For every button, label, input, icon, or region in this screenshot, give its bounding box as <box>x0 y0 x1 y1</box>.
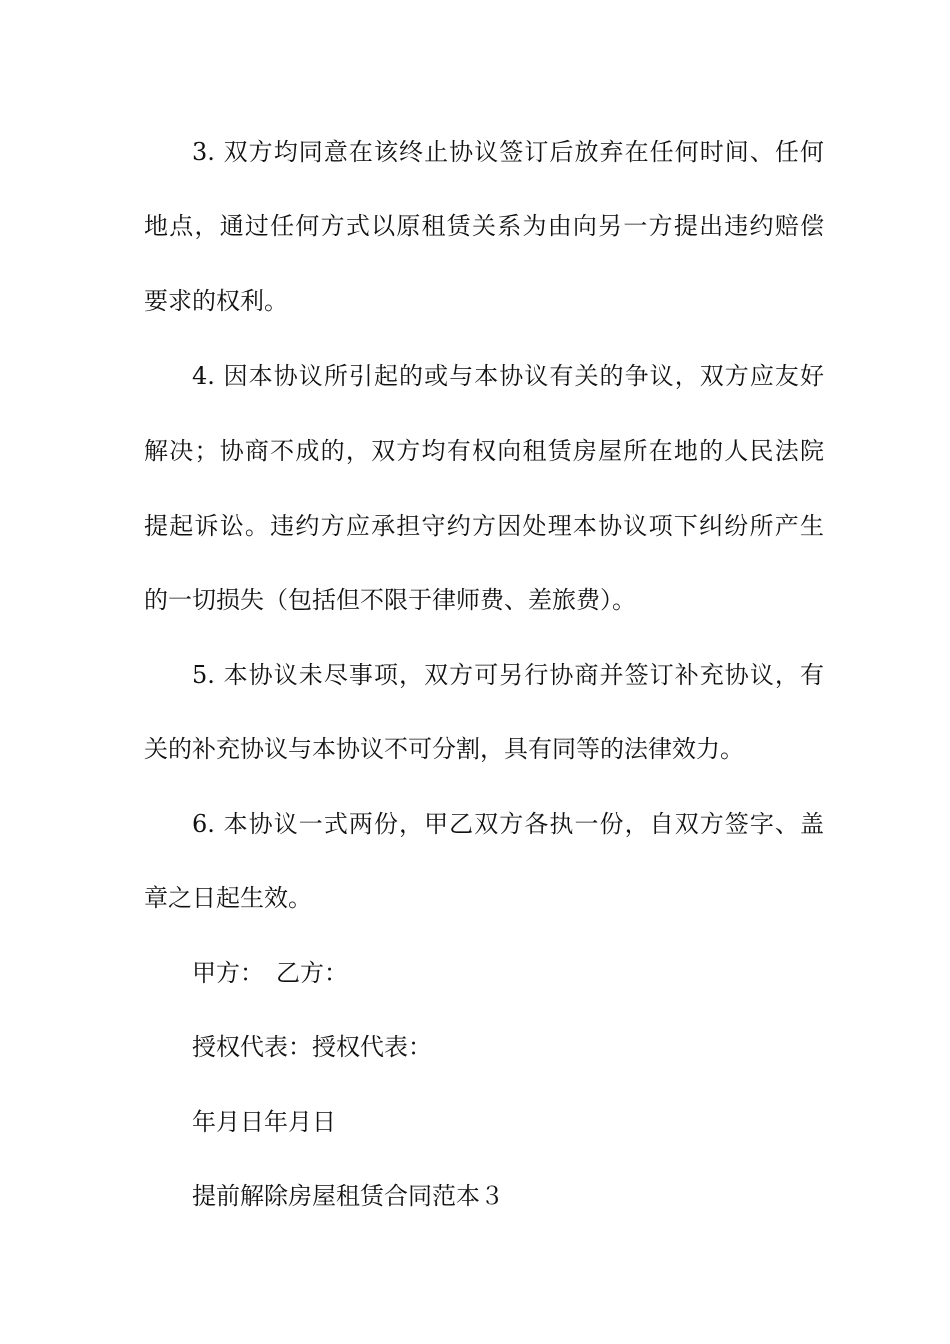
clause-4-line-4: 的一切损失（包括但不限于律师费、差旅费）。 <box>144 586 636 614</box>
clause-4-line-3: 提起诉讼。违约方应承担守约方因处理本协议项下纠纷所产生 <box>144 512 824 540</box>
section-heading: 提前解除房屋租赁合同范本３ <box>192 1182 504 1210</box>
clause-5-line-1: 5. 本协议未尽事项，双方可另行协商并签订补充协议，有 <box>192 661 824 689</box>
clause-6-line-1: 6. 本协议一式两份，甲乙双方各执一份，自双方签字、盖 <box>192 810 824 838</box>
authorized-representative-labels: 授权代表：授权代表： <box>192 1033 432 1061</box>
clause-5-line-2: 关的补充协议与本协议不可分割，具有同等的法律效力。 <box>144 735 744 763</box>
clause-3-line-1: 3. 双方均同意在该终止协议签订后放弃在任何时间、任何 <box>192 138 824 166</box>
clause-3-line-2: 地点，通过任何方式以原租赁关系为由向另一方提出违约赔偿 <box>144 212 824 240</box>
clause-4-line-1: 4. 因本协议所引起的或与本协议有关的争议，双方应友好 <box>192 362 824 390</box>
party-labels: 甲方： 乙方： <box>192 959 348 987</box>
clause-6-line-2: 章之日起生效。 <box>144 884 312 912</box>
clause-4-line-2: 解决；协商不成的，双方均有权向租赁房屋所在地的人民法院 <box>144 437 824 465</box>
date-labels: 年月日年月日 <box>192 1108 336 1136</box>
clause-3-line-3: 要求的权利。 <box>144 287 288 315</box>
